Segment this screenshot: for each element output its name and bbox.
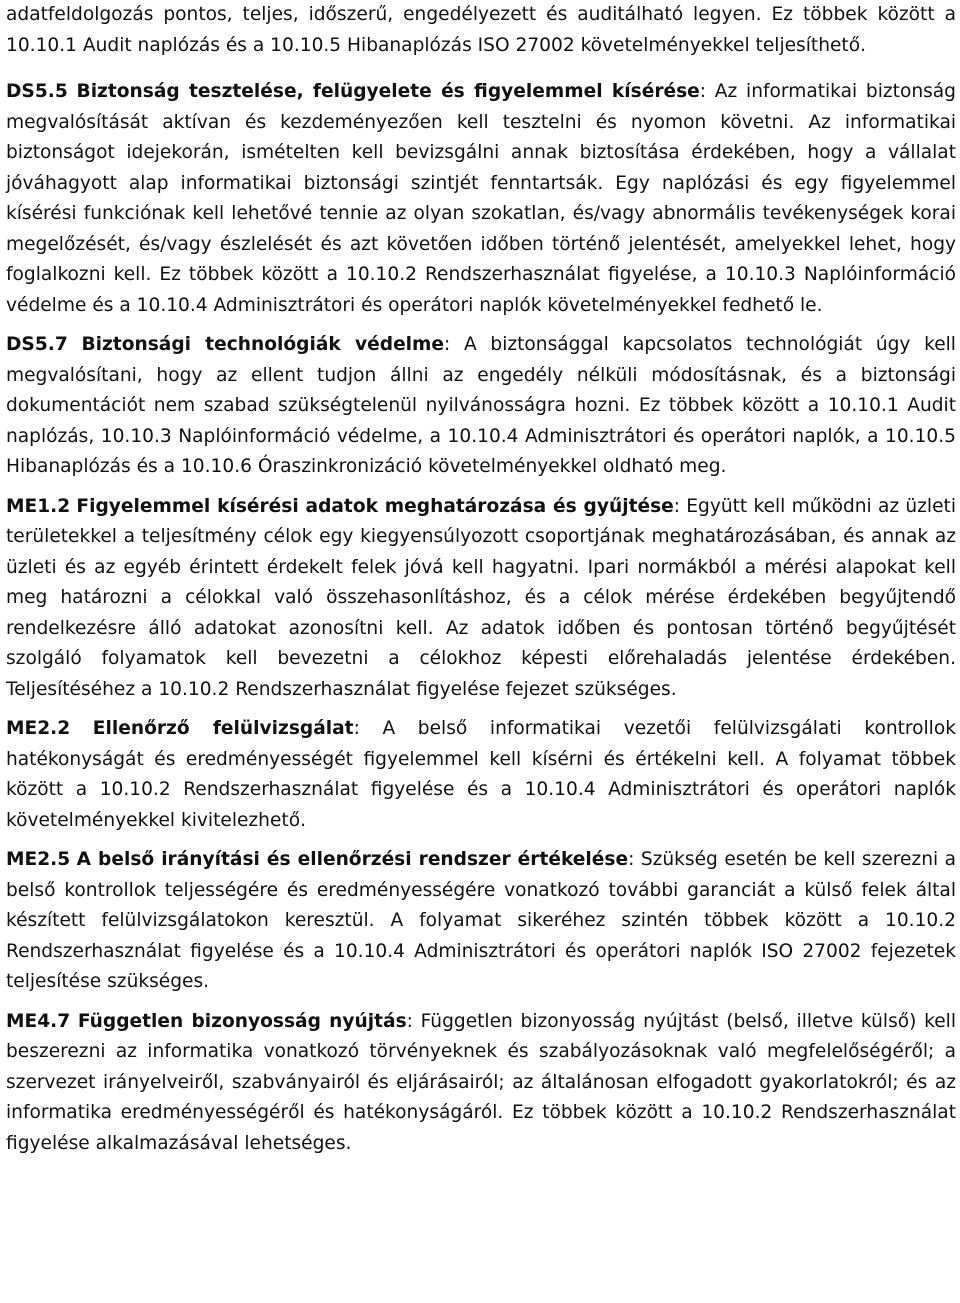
paragraph-ds5-7 [6,330,956,483]
paragraph-title: Ellenőrző felülvizsgálat [92,718,354,739]
paragraph-title: Független bizonyosság nyújtás [77,1010,407,1032]
paragraph-title: Biztonság tesztelése, felügyelete és figyelemmel kísérése [76,81,700,102]
paragraph-me1-2 [6,492,956,706]
paragraph-code: DS5.7 [6,334,68,355]
paragraph-code: ME1.2 [6,495,71,517]
paragraph-body: : A belső informatikai vezetői felülvizsgálati kontrollok hatékonyságát és eredményességét figyelemmel kell kísérni és értékelni kell. A folyamat többek között a 10.10.2 Rendszerhasználat figyelése és a 10.10.4 Adminisztrátori és operátori naplók követelményekkel kivitelezhető. [6,718,956,831]
paragraph-me2-2 [6,714,956,836]
paragraph-title: Figyelemmel kísérési adatok meghatározása és gyűjtése [76,495,674,517]
paragraph-body: : Független bizonyosság nyújtást (belső, illetve külső) kell beszerezni az informatika vonatkozó törvényeknek és szabályozásoknak való megfelelőségéről; a szervezet irányelveiről, szabványairól és eljárásairól; az általánosan elfogadott gyakorlatokról; és az informatika eredményességéről és hatékonyságáról. Ez többek között a 10.10.2 Rendszerhasználat figyelése alkalmazásával lehetséges. [6,1010,956,1154]
paragraph-body: : Együtt kell működni az üzleti területekkel a teljesítmény célok egy kiegyensúlyozott csoportjának meghatározásában, és annak az üzleti és az egyéb érintett érdekelt felek jóvá kell hagyatni. Ipari normákból a mérési alapokat kell meg határozni a célokkal való összehasonlításhoz, és a célok mérése érdekében begyűjtendő rendelkezésre álló adatokat azonosítni kell. Az adatok időben és pontosan történő begyűjtését szolgáló folyamatok kell bevezetni a célokhoz képesti előrehaladás jelentése érdekében. Teljesítéséhez a 10.10.2 Rendszerhasználat figyelése fejezet szükséges. [6,495,956,700]
paragraph-body: : A biztonsággal kapcsolatos technológiát úgy kell megvalósítani, hogy az ellent tudjon állni az engedély nélküli módosításnak, és a biztonsági dokumentációt nem szabad szükségtelenül nyilvánosságra hozni. Ez többek között a 10.10.1 Audit naplózás, 10.10.3 Naplóinformáció védelme, a 10.10.4 Adminisztrátori és operátori naplók, a 10.10.5 Hibanaplózás és a 10.10.6 Óraszinkronizáció követelményekkel oldható meg. [6,334,956,477]
paragraph-body: : Az informatikai biztonság megvalósítását aktívan és kezdeményezően kell tesztelni és nyomon követni. Az informatikai biztonságot idejekorán, ismételten kell bevizsgálni annak biztosítása érdekében, hogy a vállalat jóváhagyott alap informatikai biztonsági szintjét fenntartsák. Egy naplózási és egy figyelemmel kísérési funkciónak kell lehetővé tennie az olyan szokatlan, és/vagy abnormális tevékenységek korai megelőzését, és/vagy észlelését és azt követően időben történő jelentését, amelyekkel lehet, hogy foglalkozni kell. Ez többek között a 10.10.2 Rendszerhasználat figyelése, a 10.10.3 Naplóinformáció védelme és a 10.10.4 Adminisztrátori és operátori naplók követelményekkel fedhető le. [6,81,956,316]
paragraph-body: : Szükség esetén be kell szerezni a belső kontrollok teljességére és eredményességére vonatkozó további garanciát a külső felek által készített felülvizsgálatokon keresztül. A folyamat sikeréhez szintén többek között a 10.10.2 Rendszerhasználat figyelése és a 10.10.4 Adminisztrátori és operátori naplók ISO 27002 fejezetek teljesítése szükséges. [6,849,957,992]
paragraph-me2-5 [6,845,956,998]
paragraph-ds5-5 [6,77,956,321]
paragraph-title: Biztonsági technológiák védelme [81,334,445,355]
document-page [6,0,956,1159]
paragraph-code: ME2.2 [6,718,71,739]
paragraph-code: DS5.5 [6,81,68,102]
paragraph-title: A belső irányítási és ellenőrzési rendszer értékelése [76,849,629,870]
paragraph-me4-7 [6,1007,956,1160]
paragraph-code: ME4.7 [6,1010,71,1032]
paragraph-code: ME2.5 [6,849,71,870]
paragraph-intro-continuation [6,0,956,61]
paragraph-body: adatfeldolgozás pontos, teljes, időszerű, engedélyezett és auditálható legyen. Ez többek között a 10.10.1 Audit naplózás és a 10.10.5 Hibanaplózás ISO 27002 követelményekkel teljesíthető. [6,4,956,56]
